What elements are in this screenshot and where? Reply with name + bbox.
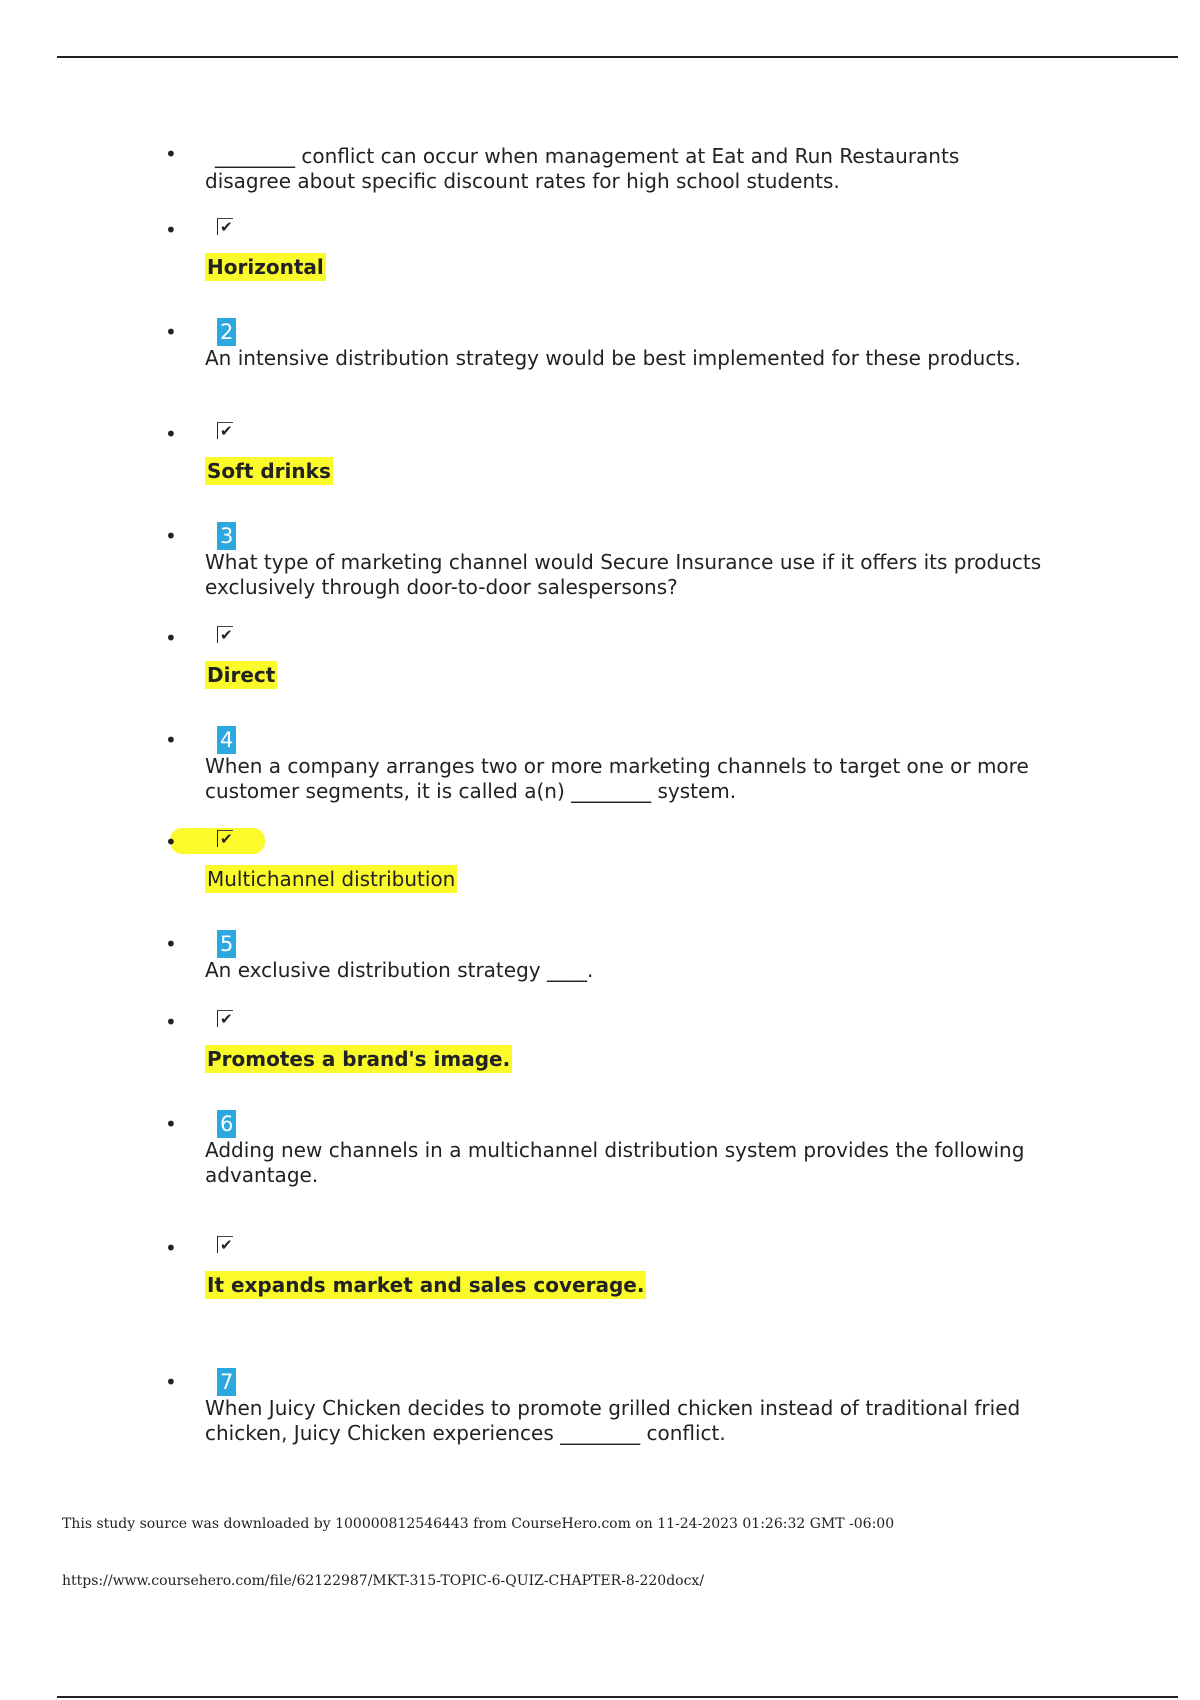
bullet-icon: • — [165, 1010, 177, 1034]
bullet-icon: • — [165, 728, 177, 752]
bullet-icon: • — [165, 626, 177, 650]
answer-text: Direct — [207, 663, 276, 687]
checkmark-icon — [217, 422, 233, 439]
question-text: When Juicy Chicken decides to promote grilled chicken instead of traditional fried chicken, Juicy Chicken experiences ________ conflict. — [205, 1396, 1021, 1445]
bullet-icon: • — [165, 218, 177, 242]
question-text: ________ conflict can occur when management at Eat and Run Restaurants disagree about specific discount rates for high school students. — [205, 144, 960, 193]
bullet-icon: • — [165, 1112, 177, 1136]
bullet-icon: • — [165, 830, 177, 854]
answer-text: It expands market and sales coverage. — [207, 1273, 645, 1297]
question-number-badge: 2 — [217, 318, 236, 346]
checkmark-icon — [217, 626, 233, 643]
checkmark-icon — [217, 1010, 233, 1027]
checkmark-icon — [217, 218, 233, 235]
checkmark-icon — [217, 830, 233, 847]
question-text: What type of marketing channel would Secure Insurance use if it offers its products exclusively through door-to-door salespersons? — [205, 550, 1042, 599]
answer-text: Soft drinks — [207, 459, 331, 483]
bullet-icon: • — [165, 422, 177, 446]
bullet-icon: • — [165, 1370, 177, 1394]
bullet-icon: • — [165, 932, 177, 956]
question-text: Adding new channels in a multichannel distribution system provides the following advantage. — [205, 1138, 1025, 1187]
question-text: An intensive distribution strategy would be best implemented for these products. — [205, 346, 1021, 370]
question-text: An exclusive distribution strategy ____. — [205, 958, 594, 982]
bullet-icon: • — [165, 524, 177, 548]
answer-text: Horizontal — [207, 255, 324, 279]
question-number-badge: 3 — [217, 522, 236, 550]
checkmark-icon — [217, 1236, 233, 1253]
bottom-rule — [57, 1696, 1178, 1698]
question-number-badge: 7 — [217, 1368, 236, 1396]
answer-text: Promotes a brand's image. — [207, 1047, 511, 1071]
top-rule — [57, 56, 1178, 58]
question-number-badge: 6 — [217, 1110, 236, 1138]
question-text: When a company arranges two or more marketing channels to target one or more customer segments, it is called a(n) ________ system. — [205, 754, 1029, 803]
source-url[interactable]: https://www.coursehero.com/file/62122987/MKT-315-TOPIC-6-QUIZ-CHAPTER-8-220docx/ — [62, 1573, 705, 1589]
bullet-icon: • — [165, 320, 177, 344]
answer-text: Multichannel distribution — [207, 867, 456, 891]
question-number-badge: 4 — [217, 726, 236, 754]
download-source-note: This study source was downloaded by 100000812546443 from CourseHero.com on 11-24-2023 01:26:32 GMT -06:00 — [62, 1516, 895, 1532]
question-number-badge: 5 — [217, 930, 236, 958]
bullet-icon: • — [165, 1236, 177, 1260]
bullet-icon: • — [165, 142, 177, 166]
